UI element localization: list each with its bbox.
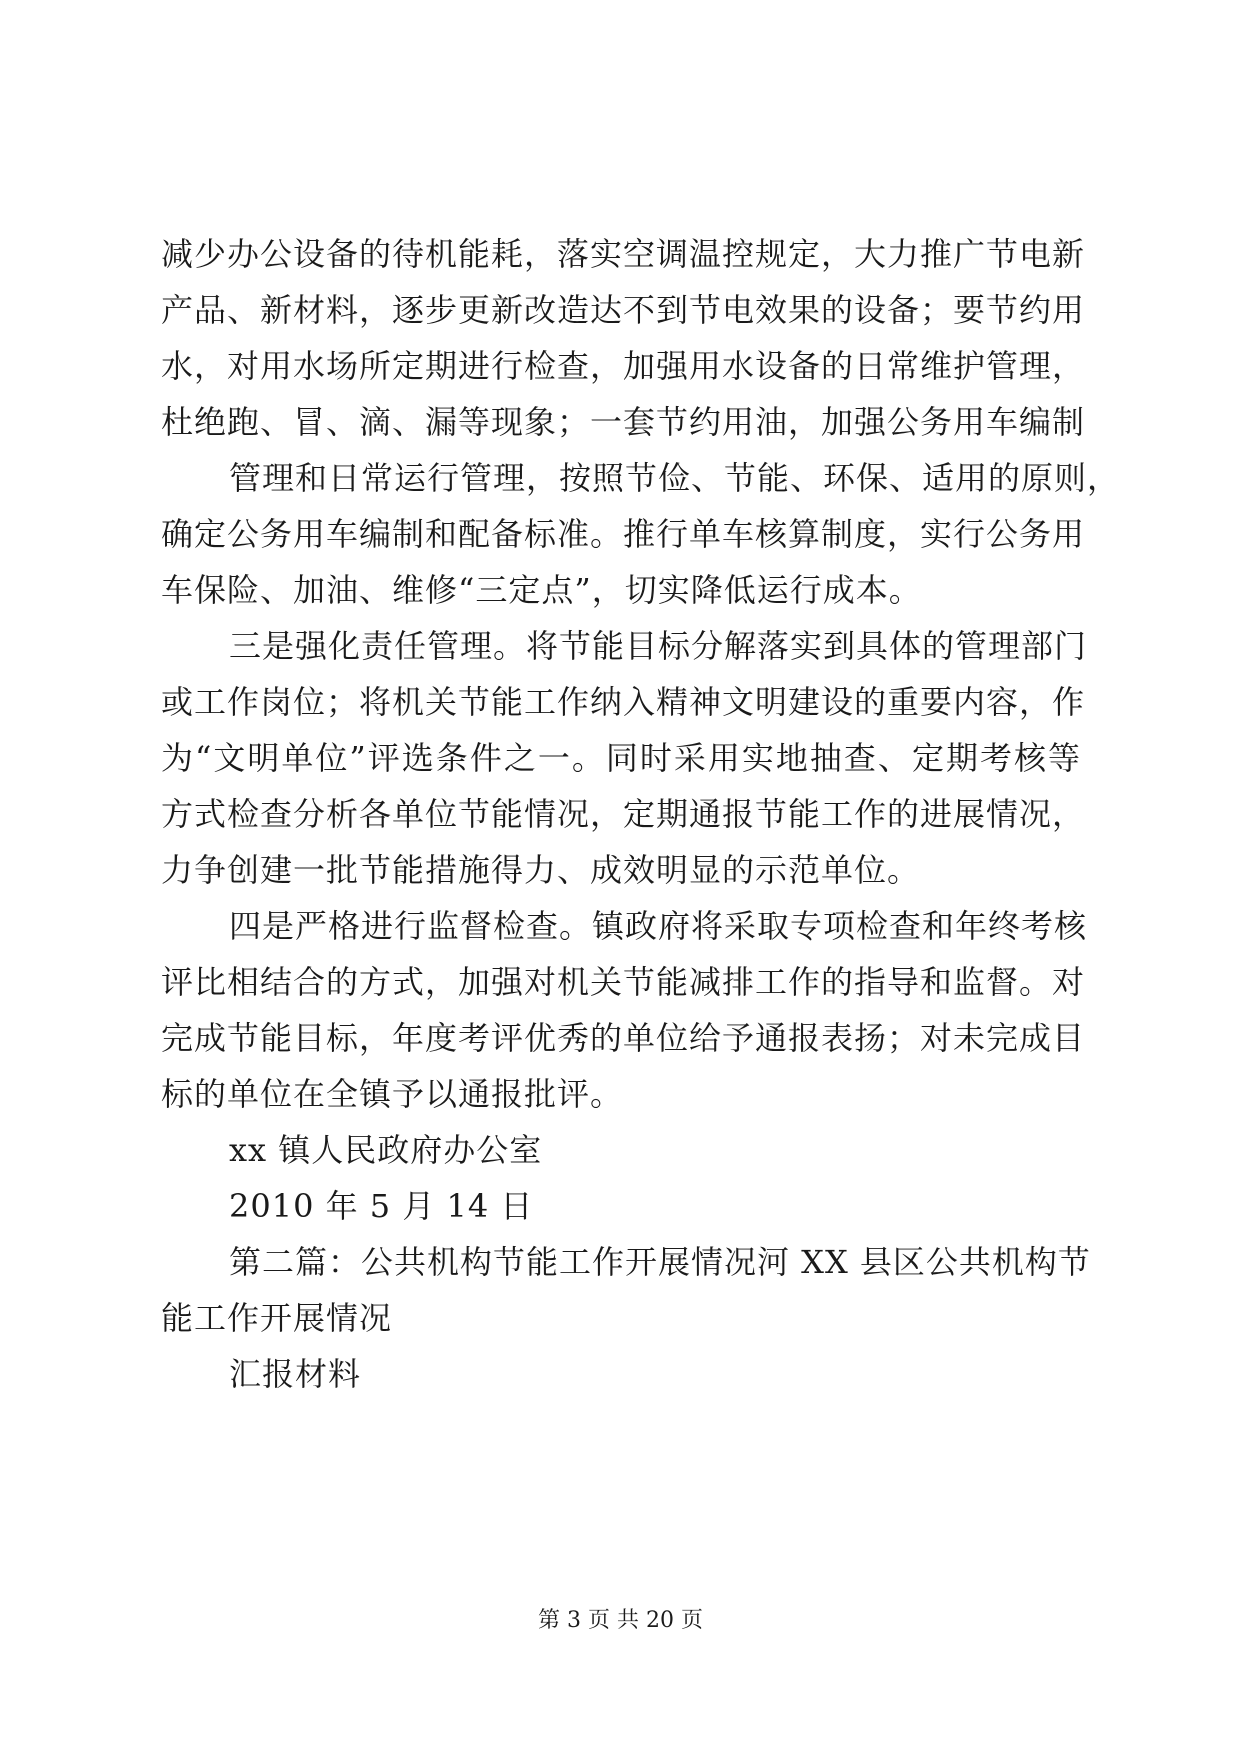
paragraph-line: 产品、新材料，逐步更新改造达不到节电效果的设备；要节约用 — [161, 291, 1086, 329]
section-heading-line: 第二篇：公共机构节能工作开展情况河 XX 县区公共机构节 — [229, 1243, 1091, 1281]
paragraph-line: 三是强化责任管理。将节能目标分解落实到具体的管理部门 — [229, 627, 1088, 665]
paragraph-line: 杜绝跑、冒、滴、漏等现象；一套节约用油，加强公务用车编制 — [161, 403, 1086, 441]
paragraph-line: 为“文明单位”评选条件之一。同时采用实地抽查、定期考核等 — [161, 739, 1081, 777]
paragraph-line: 确定公务用车编制和配备标准。推行单车核算制度，实行公务用 — [161, 515, 1086, 553]
paragraph-line: 车保险、加油、维修“三定点”，切实降低运行成本。 — [161, 571, 922, 609]
paragraph-line: 水，对用水场所定期进行检查，加强用水设备的日常维护管理， — [161, 347, 1086, 385]
section-heading-line: 能工作开展情况 — [161, 1299, 393, 1337]
paragraph-line: 标的单位在全镇予以通报批评。 — [161, 1075, 624, 1113]
paragraph-line: 力争创建一批节能措施得力、成效明显的示范单位。 — [161, 851, 921, 889]
section-subheading-line: 汇报材料 — [229, 1355, 362, 1393]
page-footer: 第 3 页 共 20 页 — [538, 1608, 703, 1633]
paragraph-line: 管理和日常运行管理，按照节俭、节能、环保、适用的原则， — [229, 459, 1121, 497]
paragraph-line: 方式检查分析各单位节能情况，定期通报节能工作的进展情况， — [161, 795, 1086, 833]
date-line: 2010 年 5 月 14 日 — [229, 1187, 534, 1225]
paragraph-line: 完成节能目标，年度考评优秀的单位给予通报表扬；对未完成目 — [161, 1019, 1086, 1057]
signature-line: xx 镇人民政府办公室 — [229, 1131, 543, 1169]
paragraph-line: 四是严格进行监督检查。镇政府将采取专项检查和年终考核 — [229, 907, 1088, 945]
paragraph-line: 减少办公设备的待机能耗，落实空调温控规定，大力推广节电新 — [161, 235, 1086, 273]
document-body — [161, 226, 1121, 1402]
paragraph-line: 或工作岗位；将机关节能工作纳入精神文明建设的重要内容，作 — [161, 683, 1086, 721]
paragraph-line: 评比相结合的方式，加强对机关节能减排工作的指导和监督。对 — [161, 963, 1086, 1001]
